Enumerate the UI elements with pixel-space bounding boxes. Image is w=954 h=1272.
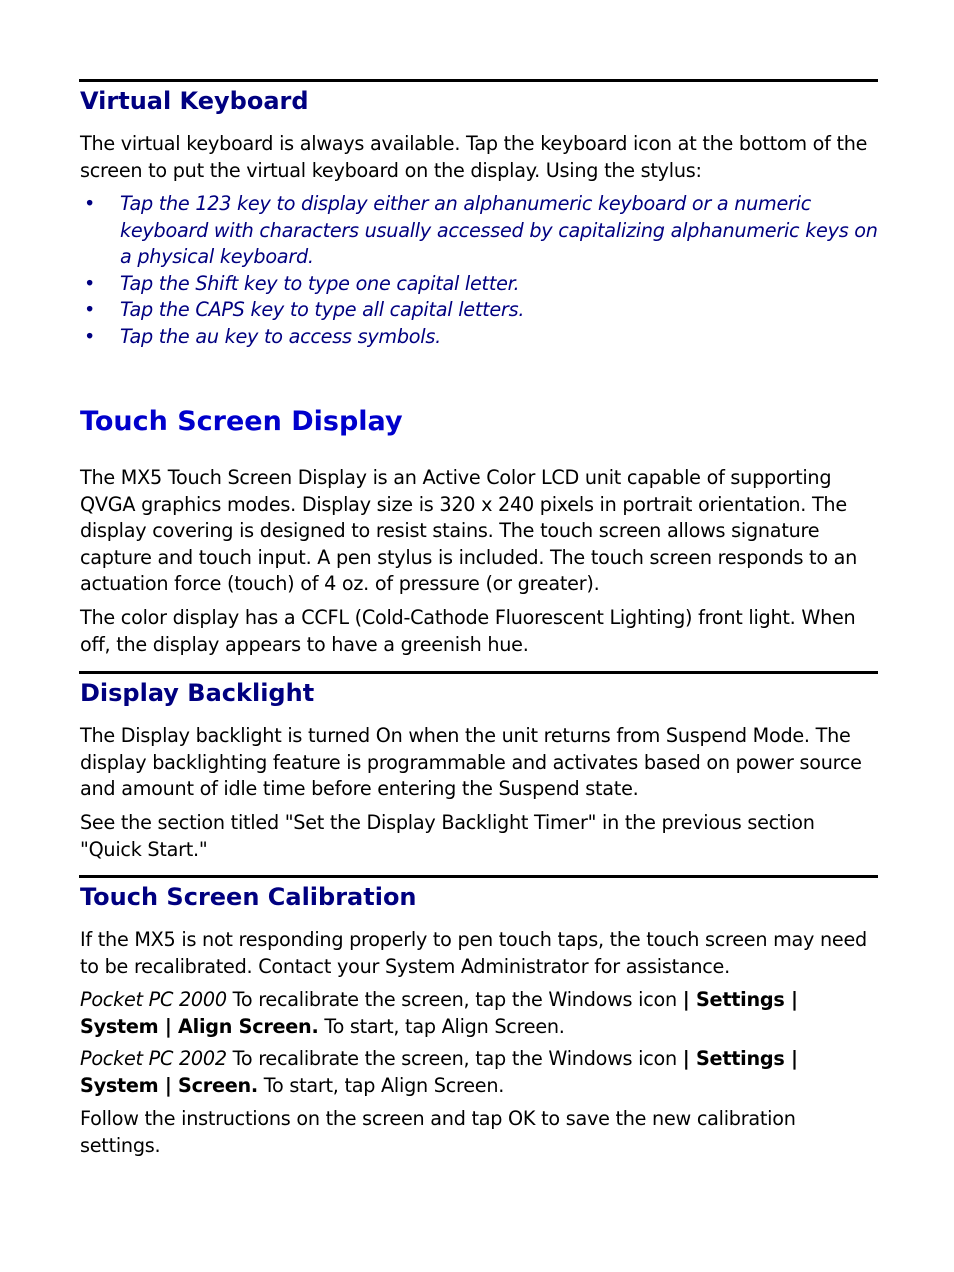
calibration-para-last: Follow the instructions on the screen and tap OK to save the new calibration settings. [80, 1107, 796, 1157]
bullet-icon: • [84, 271, 96, 295]
pocket-pc-2000-tail: To start, tap Align Screen. [318, 1014, 565, 1038]
section-rule [79, 875, 878, 878]
pocket-pc-2000-path: | Settings | System | Align Screen. [80, 988, 798, 1038]
bullet-text: Tap the Shift key to type one capital letter. [120, 271, 520, 295]
section-rule [79, 79, 878, 82]
pocket-pc-2002-tail: To start, tap Align Screen. [257, 1073, 505, 1097]
pocket-pc-2002-path: | Settings | System | Screen. [80, 1047, 798, 1097]
heading-virtual-keyboard: Virtual Keyboard [80, 87, 309, 115]
bullet-text: Tap the CAPS key to type all capital letters. [120, 298, 525, 321]
pocket-pc-2002-label: Pocket PC 2002 [80, 1047, 227, 1070]
calibration-pocket-pc-2002 [80, 1046, 880, 1099]
list-item [80, 324, 880, 351]
bullet-icon: • [84, 324, 96, 348]
calibration-pocket-pc-2000 [80, 987, 880, 1040]
heading-touch-screen-calibration: Touch Screen Calibration [80, 883, 417, 911]
display-backlight-para-2: See the section titled "Set the Display Backlight Timer" in the previous section "Quick Start." [80, 811, 815, 861]
calibration-para-1: If the MX5 is not responding properly to pen touch taps, the touch screen may need to be recalibrated. Contact your System Administrator for assistance. [80, 928, 867, 978]
virtual-keyboard-bullet-list [80, 191, 880, 350]
display-backlight-para-1: The Display backlight is turned On when the unit returns from Suspend Mode. The display backlighting feature is programmable and activates based on power source and amount of idle time before entering the Suspend state. [80, 724, 862, 800]
bullet-icon: • [84, 298, 96, 321]
list-item [80, 191, 880, 271]
touch-screen-display-para-1: The MX5 Touch Screen Display is an Active Color LCD unit capable of supporting QVGA graphics modes. Display size is 320 x 240 pixels in portrait orientation. The display covering is designed to resist stains. The touch screen allows signature capture and touch input. A pen stylus is included. The touch screen responds to an actuation force (touch) of 4 oz. of pressure (or greater). [80, 466, 858, 595]
pocket-pc-2002-text: To recalibrate the screen, tap the Windows icon [226, 1047, 683, 1070]
bullet-text: Tap the au key to access symbols. [120, 324, 441, 348]
heading-display-backlight: Display Backlight [80, 679, 315, 707]
pocket-pc-2000-text: To recalibrate the screen, tap the Windows icon [226, 988, 683, 1011]
bullet-icon: • [84, 192, 96, 215]
virtual-keyboard-intro: The virtual keyboard is always available. Tap the keyboard icon at the bottom of the screen to put the virtual keyboard on the display. Using the stylus: [80, 132, 868, 182]
touch-screen-display-para-2: The color display has a CCFL (Cold-Cathode Fluorescent Lighting) front light. When off, the display appears to have a greenish hue. [80, 606, 856, 656]
heading-touch-screen-display: Touch Screen Display [80, 406, 403, 437]
list-item [80, 271, 880, 298]
pocket-pc-2000-label: Pocket PC 2000 [80, 988, 227, 1011]
bullet-text: Tap the 123 key to display either an alphanumeric keyboard or a numeric keyboard with characters usually accessed by capitalizing alphanumeric keys on a physical keyboard. [120, 192, 878, 268]
section-rule [79, 671, 878, 674]
list-item [80, 297, 880, 324]
